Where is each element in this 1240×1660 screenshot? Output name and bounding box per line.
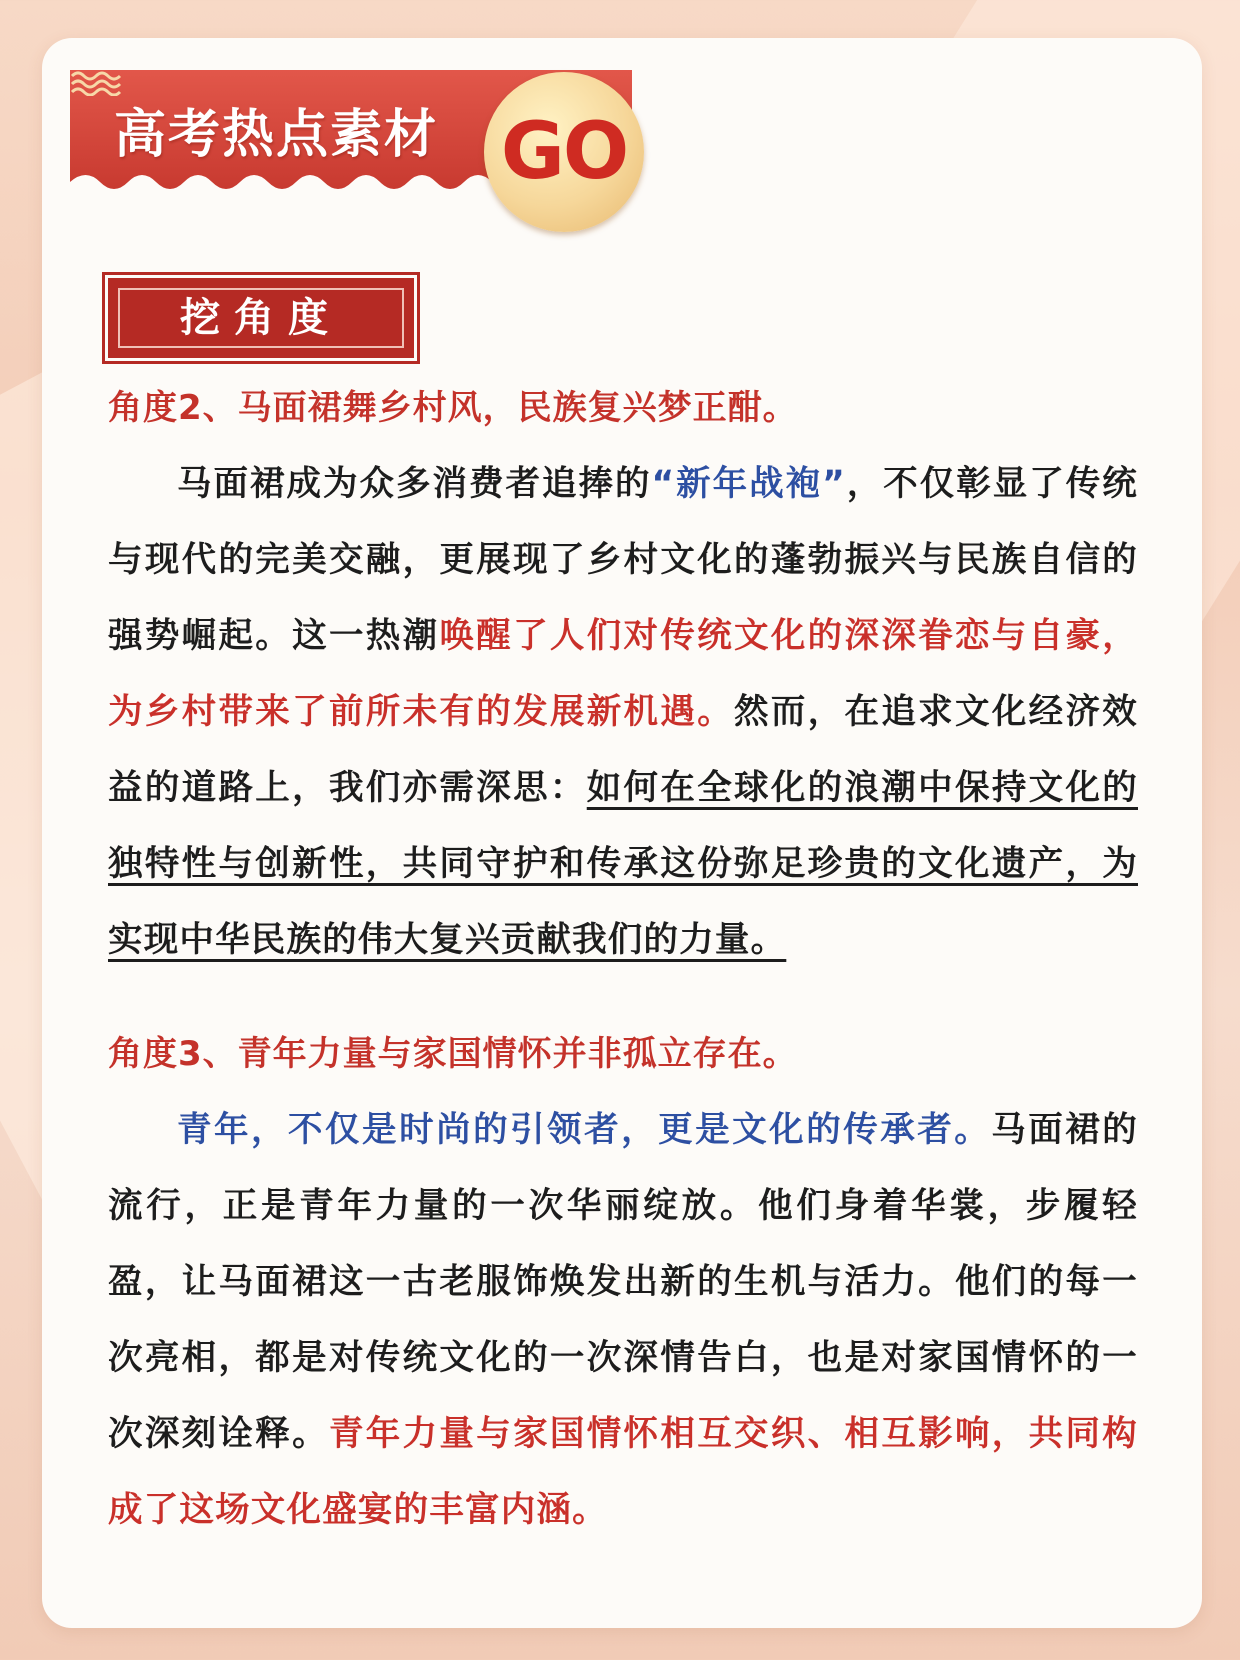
highlight-red: 唤醒了人们对传统文化的深深眷恋与自豪，为乡村带来了前所未有的发展新机遇。 (108, 616, 1138, 732)
text-segment: 然而，在追求文化经济效益的道路上，我们亦需深思： (108, 692, 1139, 808)
highlight-blue: 青年，不仅是时尚的引领者，更是文化的传承者。 (177, 1110, 992, 1150)
text-segment: 马面裙成为众多消费者追捧的 (177, 464, 652, 504)
text-segment: 马面裙的流行，正是青年力量的一次华丽绽放。他们身着华裳，步履轻盈，让马面裙这一古老服饰焕发出新的生机与活力。他们的每一次亮相，都是对传统文化的一次深情告白，也是对家国情怀的一次深刻诠释。 (108, 1110, 1138, 1454)
text-segment: ，不仅彰显了传统与现代的完美交融，更展现了乡村文化的蓬勃振兴与民族自信的强势崛起。这一热潮 (108, 464, 1138, 656)
angle-paragraph (108, 1092, 1138, 1548)
go-badge-text: GO (500, 107, 628, 197)
go-badge (484, 72, 644, 232)
angle-paragraph (108, 446, 1138, 978)
underlined-text: 如何在全球化的浪潮中保持文化的独特性与创新性，共同守护和传承这份弥足珍贵的文化遗产，为实现中华民族的伟大复兴贡献我们的力量。 (108, 768, 1138, 960)
section-gap (108, 978, 1138, 1016)
page-title: 高考热点素材 (114, 105, 439, 165)
angle-heading: 角度2、马面裙舞乡村风，民族复兴梦正酣。 (108, 388, 798, 428)
highlight-red: 青年力量与家国情怀相互交织、相互影响，共同构成了这场文化盛宴的丰富内涵。 (108, 1414, 1138, 1530)
highlight-blue: “新年战袍” (651, 464, 847, 504)
section-label: 挖角度 (180, 294, 342, 341)
angle-heading: 角度3、青年力量与家国情怀并非孤立存在。 (108, 1034, 798, 1074)
section-stamp (108, 278, 414, 358)
header-banner (70, 70, 650, 202)
wave-icon (70, 70, 122, 96)
article-body (108, 370, 1138, 1548)
